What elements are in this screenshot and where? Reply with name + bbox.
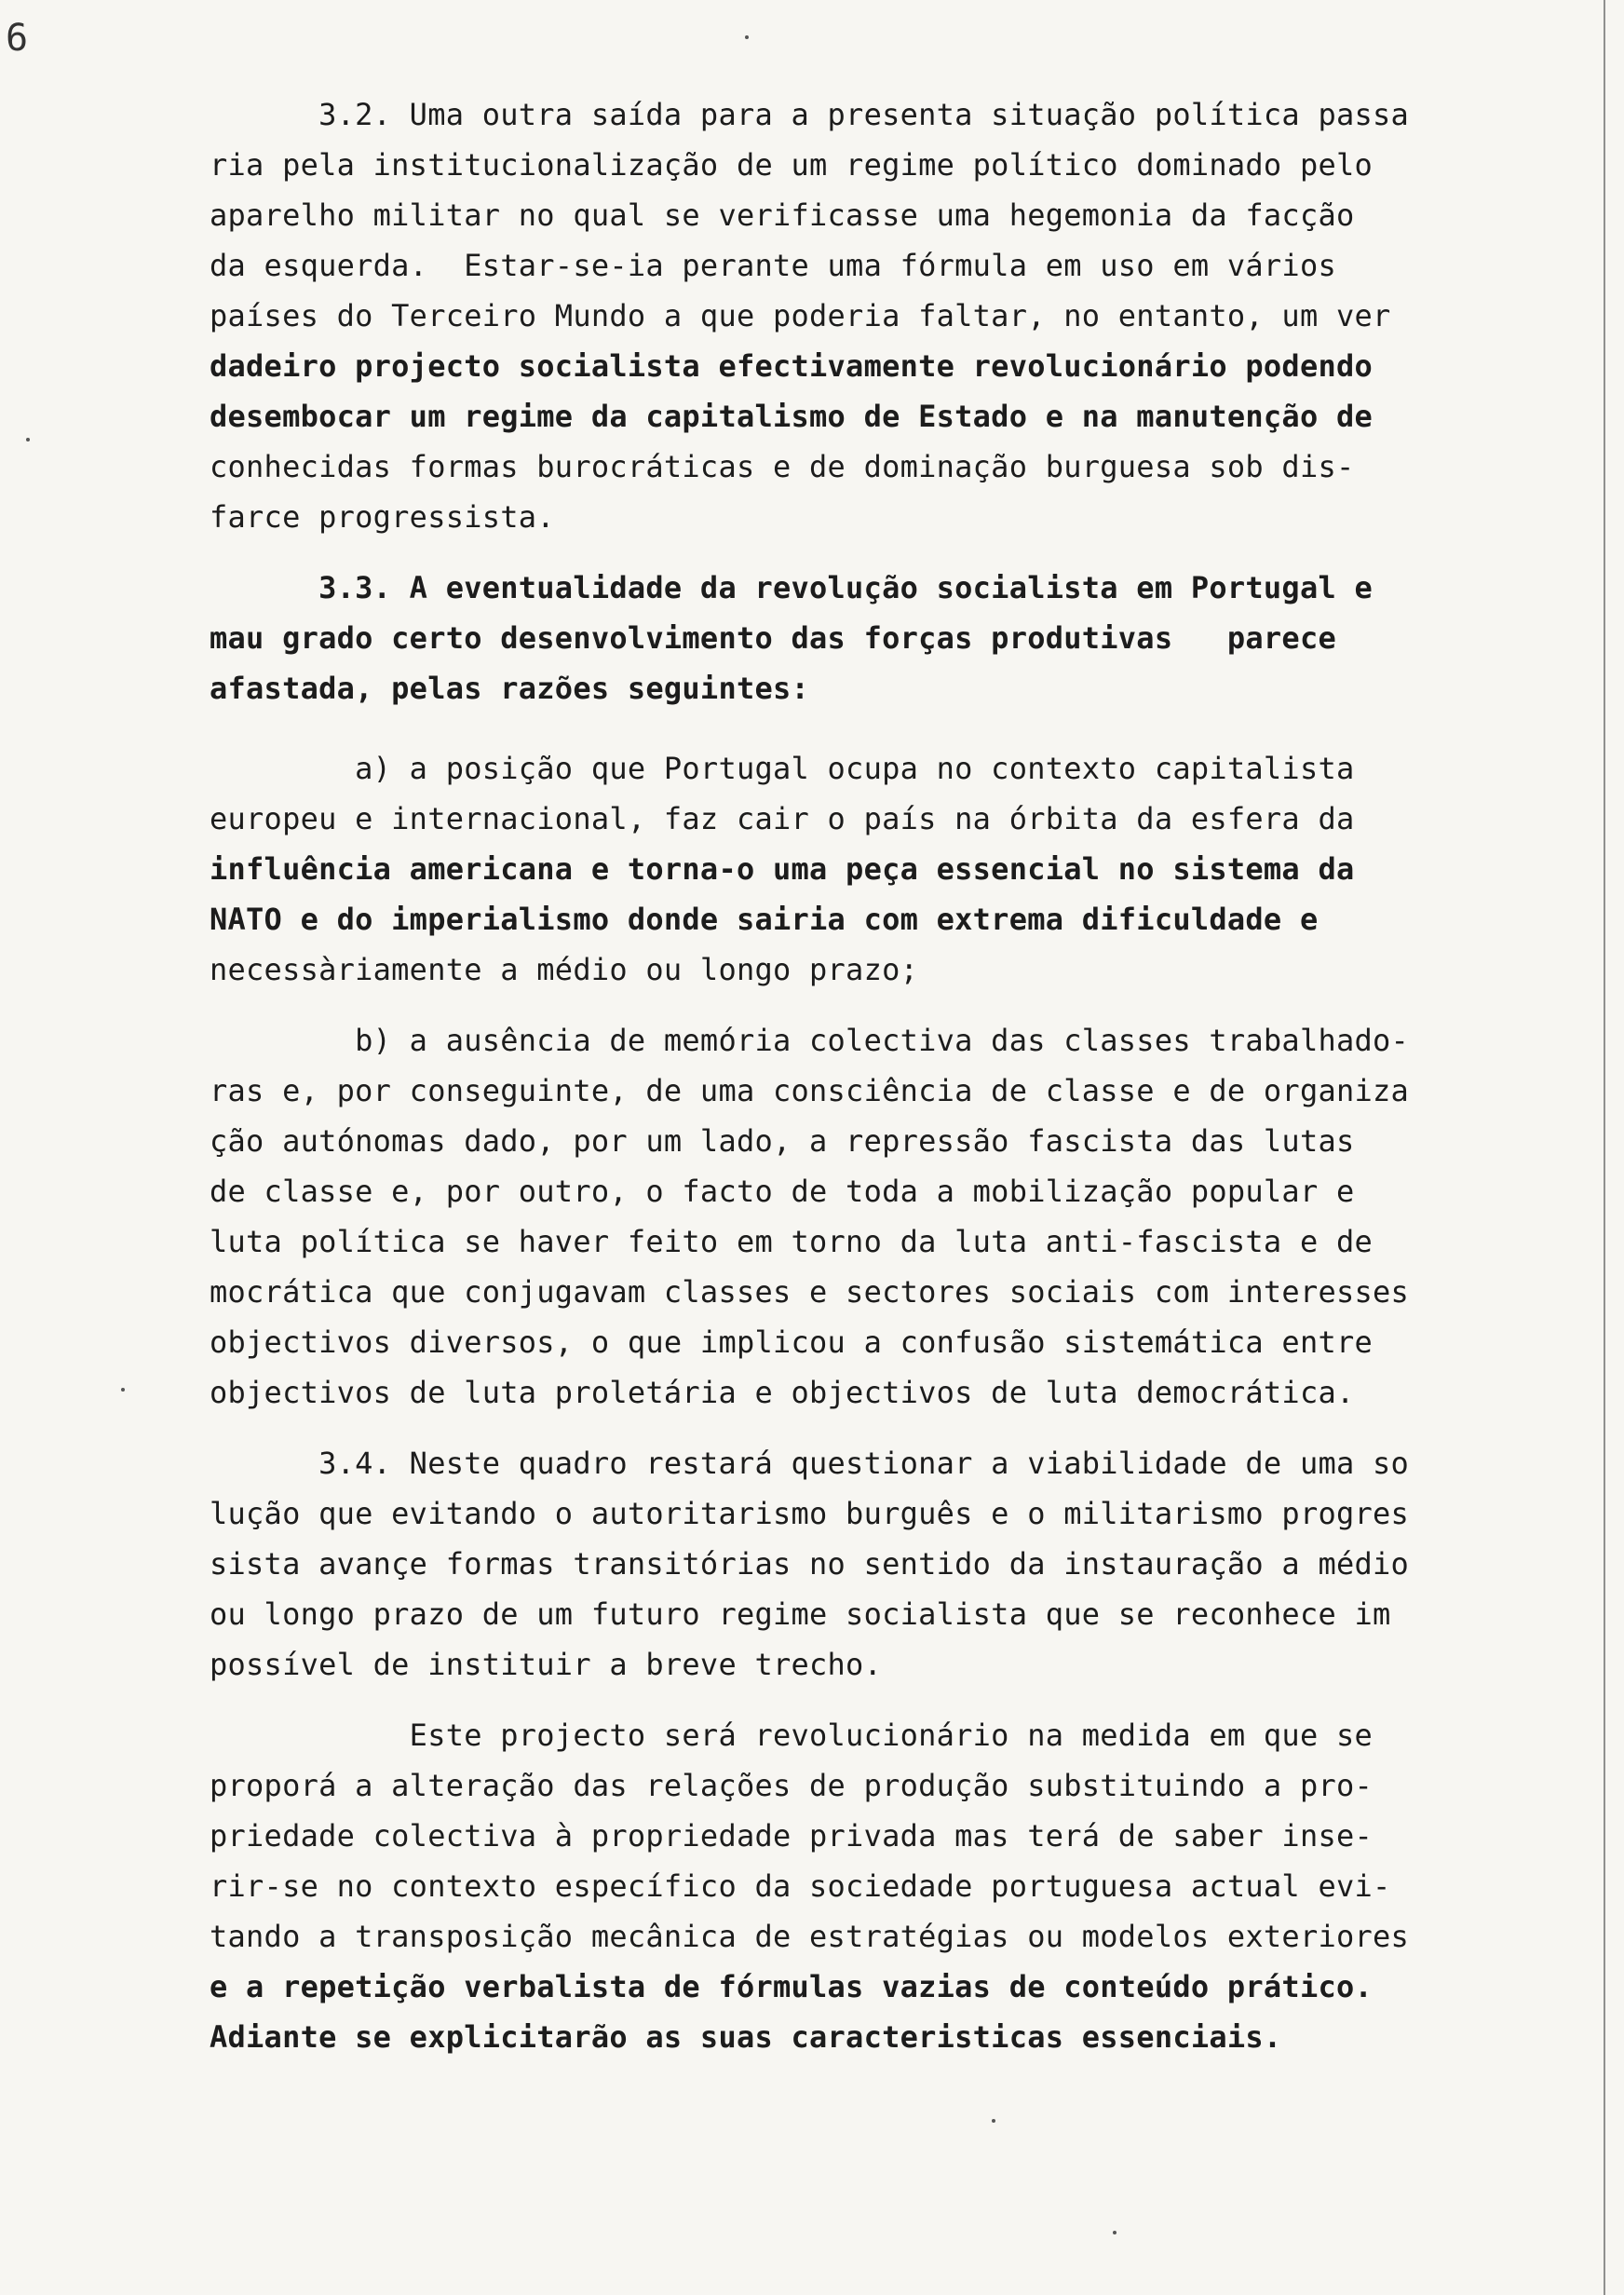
text-line: lução que evitando o autoritarismo burguês e o militarismo progres <box>210 1496 1410 1531</box>
text-line: conhecidas formas burocráticas e de dominação burguesa sob dis- <box>210 449 1355 484</box>
text-line: a) a posição que Portugal ocupa no contexto capitalista <box>210 751 1355 786</box>
text-line: ção autónomas dado, por um lado, a repressão fascista das lutas <box>210 1123 1355 1159</box>
text-line: 3.2. Uma outra saída para a presenta situação política passa <box>210 97 1410 132</box>
text-line: Adiante se explicitarão as suas caracteristicas essenciais. <box>210 2019 1282 2055</box>
text-line: 3.4. Neste quadro restará questionar a viabilidade de uma so <box>210 1446 1410 1481</box>
page-edge-rule <box>1604 0 1605 2295</box>
scan-speck <box>121 1388 125 1392</box>
text-line: ras e, por conseguinte, de uma consciência de classe e de organiza <box>210 1073 1410 1108</box>
scan-speck <box>1113 2231 1116 2234</box>
text-line: europeu e internacional, faz cair o país na órbita da esfera da <box>210 801 1355 836</box>
text-line: farce progressista. <box>210 499 555 535</box>
text-line: países do Terceiro Mundo a que poderia faltar, no entanto, um ver <box>210 298 1391 333</box>
text-line: sista avançe formas transitórias no sentido da instauração a médio <box>210 1546 1410 1582</box>
text-line: influência americana e torna-o uma peça essencial no sistema da <box>210 851 1355 887</box>
paragraph-projecto <box>210 1710 1571 2062</box>
paragraph-item-a <box>210 743 1571 995</box>
text-line: desembocar um regime da capitalismo de Estado e na manutenção de <box>210 399 1373 434</box>
paragraph-3-4 <box>210 1438 1571 1690</box>
text-line: b) a ausência de memória colectiva das classes trabalhado- <box>210 1023 1410 1058</box>
text-line: mocrática que conjugavam classes e sectores sociais com interesses <box>210 1274 1410 1310</box>
text-line: ria pela institucionalização de um regime político dominado pelo <box>210 147 1373 183</box>
document-body <box>210 89 1571 2083</box>
text-line: de classe e, por outro, o facto de toda a mobilização popular e <box>210 1174 1355 1209</box>
text-line: afastada, pelas razões seguintes: <box>210 671 810 706</box>
text-line: luta política se haver feito em torno da luta anti-fascista e de <box>210 1224 1373 1259</box>
text-line: NATO e do imperialismo donde sairia com extrema dificuldade e <box>210 902 1319 937</box>
text-line: da esquerda. Estar-se-ia perante uma fórmula em uso em vários <box>210 248 1336 283</box>
scan-speck <box>26 438 30 441</box>
paragraph-3-2 <box>210 89 1571 542</box>
paragraph-3-3 <box>210 563 1571 713</box>
text-line: Este projecto será revolucionário na medida em que se <box>210 1718 1373 1753</box>
page-number-mark: 6 <box>6 17 29 60</box>
text-line: aparelho militar no qual se verificasse uma hegemonia da facção <box>210 197 1355 233</box>
text-line: dadeiro projecto socialista efectivamente revolucionário podendo <box>210 348 1373 384</box>
text-line: mau grado certo desenvolvimento das forças produtivas parece <box>210 620 1336 656</box>
text-line: ou longo prazo de um futuro regime socialista que se reconhece im <box>210 1596 1391 1632</box>
paragraph-item-b <box>210 1015 1571 1418</box>
text-line: possível de instituir a breve trecho. <box>210 1647 883 1682</box>
text-line: necessàriamente a médio ou longo prazo; <box>210 952 919 987</box>
text-line: objectivos diversos, o que implicou a confusão sistemática entre <box>210 1324 1373 1360</box>
text-line: rir-se no contexto específico da sociedade portuguesa actual evi- <box>210 1868 1391 1904</box>
text-line: objectivos de luta proletária e objectivos de luta democrática. <box>210 1375 1355 1410</box>
text-line: proporá a alteração das relações de produção substituindo a pro- <box>210 1768 1373 1803</box>
text-line: 3.3. A eventualidade da revolução socialista em Portugal e <box>210 570 1373 605</box>
scan-speck <box>745 35 749 39</box>
text-line: tando a transposição mecânica de estratégias ou modelos exteriores <box>210 1919 1410 1954</box>
text-line: e a repetição verbalista de fórmulas vazias de conteúdo prático. <box>210 1969 1373 2004</box>
scan-speck <box>992 2119 995 2123</box>
text-line: priedade colectiva à propriedade privada mas terá de saber inse- <box>210 1818 1373 1854</box>
